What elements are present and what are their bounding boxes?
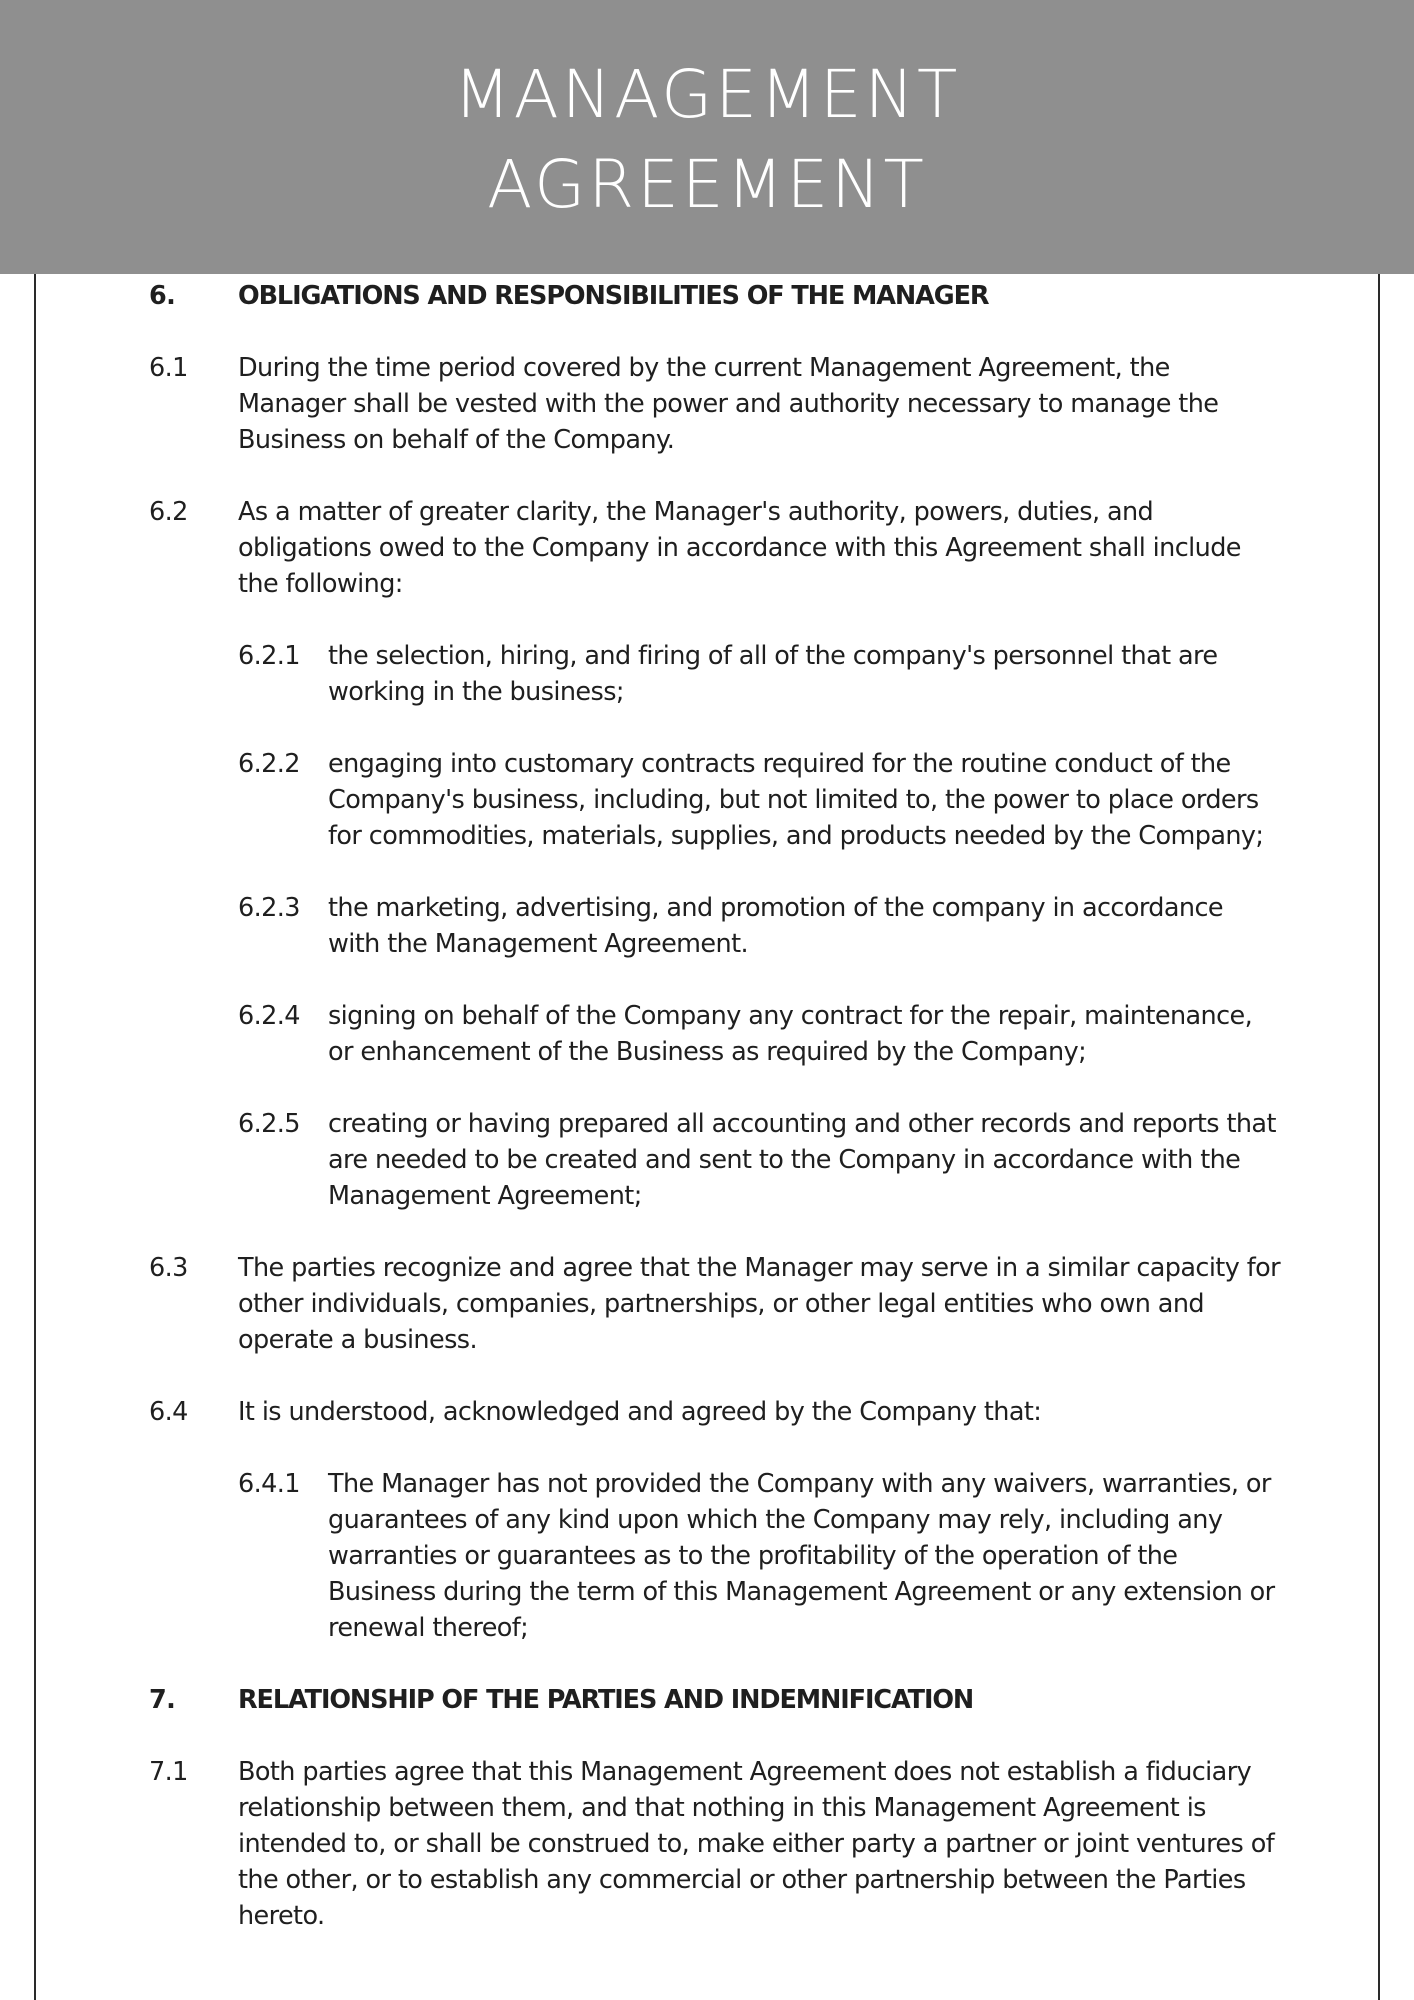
subclause-number: 6.2.4 [238, 1001, 300, 1031]
subclause-line: Business during the term of this Management Agreement or any extension or [328, 1577, 1275, 1607]
section-heading-7 [0, 1682, 1414, 1718]
clause-number: 6.1 [149, 353, 188, 383]
subclause-line: renewal thereof; [328, 1613, 529, 1643]
subclause-line: Management Agreement; [328, 1181, 642, 1211]
subclause-number: 6.2.1 [238, 641, 300, 671]
subclause-number: 6.2.3 [238, 893, 300, 923]
subclause-line: or enhancement of the Business as required by the Company; [328, 1037, 1087, 1067]
clause-line: It is understood, acknowledged and agreed by the Company that: [238, 1397, 1042, 1427]
clause-line: the other, or to establish any commercial or other partnership between the Parties [238, 1865, 1246, 1895]
subclause-line: warranties or guarantees as to the profitability of the operation of the [328, 1541, 1178, 1571]
subclause-6-4-1 [0, 1466, 1414, 1646]
section-heading-6 [0, 278, 1414, 314]
subclause-6-2-1 [0, 638, 1414, 710]
subclause-text [328, 998, 1288, 1070]
subclause-line: working in the business; [328, 677, 624, 707]
clause-text [238, 1394, 1278, 1430]
clause-line: Business on behalf of the Company. [238, 425, 675, 455]
subclause-6-2-2 [0, 746, 1414, 854]
clause-text [238, 350, 1278, 458]
clause-text [238, 1754, 1278, 1934]
clause-text [238, 1250, 1278, 1358]
subclause-text [328, 638, 1288, 710]
subclause-number: 6.4.1 [238, 1469, 300, 1499]
subclause-6-2-3 [0, 890, 1414, 962]
subclause-number: 6.2.5 [238, 1109, 300, 1139]
clause-line: hereto. [238, 1901, 325, 1931]
subclause-line: the selection, hiring, and firing of all of the company's personnel that are [328, 641, 1218, 671]
subclause-line: are needed to be created and sent to the Company in accordance with the [328, 1145, 1241, 1175]
subclause-line: The Manager has not provided the Company with any waivers, warranties, or [328, 1469, 1271, 1499]
subclause-6-2-4 [0, 998, 1414, 1070]
section-number: 6. [149, 281, 176, 311]
clause-line: Both parties agree that this Management Agreement does not establish a fiduciary [238, 1757, 1252, 1787]
clause-6-3 [0, 1250, 1414, 1358]
clause-number: 6.4 [149, 1397, 188, 1427]
subclause-line: with the Management Agreement. [328, 929, 748, 959]
clause-line: obligations owed to the Company in accordance with this Agreement shall include [238, 533, 1241, 563]
subclause-6-2-5 [0, 1106, 1414, 1214]
clause-6-2 [0, 494, 1414, 602]
subclause-line: signing on behalf of the Company any contract for the repair, maintenance, [328, 1001, 1253, 1031]
section-title: OBLIGATIONS AND RESPONSIBILITIES OF THE MANAGER [238, 281, 989, 311]
clause-line: As a matter of greater clarity, the Manager's authority, powers, duties, and [238, 497, 1154, 527]
clause-6-1 [0, 350, 1414, 458]
subclause-line: engaging into customary contracts required for the routine conduct of the [328, 749, 1231, 779]
subclause-line: the marketing, advertising, and promotion of the company in accordance [328, 893, 1223, 923]
clause-line: relationship between them, and that nothing in this Management Agreement is [238, 1793, 1206, 1823]
clause-line: other individuals, companies, partnerships, or other legal entities who own and [238, 1289, 1204, 1319]
clause-7-1 [0, 1754, 1414, 1934]
subclause-line: creating or having prepared all accounting and other records and reports that [328, 1109, 1276, 1139]
subclause-text [328, 1106, 1288, 1214]
subclause-text [328, 890, 1288, 962]
clause-line: operate a business. [238, 1325, 477, 1355]
subclause-line: guarantees of any kind upon which the Company may rely, including any [328, 1505, 1223, 1535]
document-body [0, 278, 1414, 1970]
clause-line: During the time period covered by the current Management Agreement, the [238, 353, 1170, 383]
clause-number: 6.3 [149, 1253, 188, 1283]
subclause-number: 6.2.2 [238, 749, 300, 779]
clause-6-4 [0, 1394, 1414, 1430]
section-title: RELATIONSHIP OF THE PARTIES AND INDEMNIFICATION [238, 1685, 974, 1715]
section-number: 7. [149, 1685, 176, 1715]
subclause-line: Company's business, including, but not limited to, the power to place orders [328, 785, 1259, 815]
clause-number: 6.2 [149, 497, 188, 527]
clause-line: intended to, or shall be construed to, make either party a partner or joint ventures of [238, 1829, 1275, 1859]
subclause-text [328, 746, 1288, 854]
document-title-line-1: MANAGEMENT [453, 56, 961, 133]
subclause-line: for commodities, materials, supplies, and products needed by the Company; [328, 821, 1264, 851]
clause-line: Manager shall be vested with the power and authority necessary to manage the [238, 389, 1219, 419]
clause-line: the following: [238, 569, 403, 599]
clause-text [238, 494, 1278, 602]
header-banner [0, 0, 1414, 274]
clause-line: The parties recognize and agree that the Manager may serve in a similar capacity for [238, 1253, 1280, 1283]
document-title-line-2: AGREEMENT [487, 146, 927, 223]
subclause-text [328, 1466, 1288, 1646]
clause-number: 7.1 [149, 1757, 188, 1787]
